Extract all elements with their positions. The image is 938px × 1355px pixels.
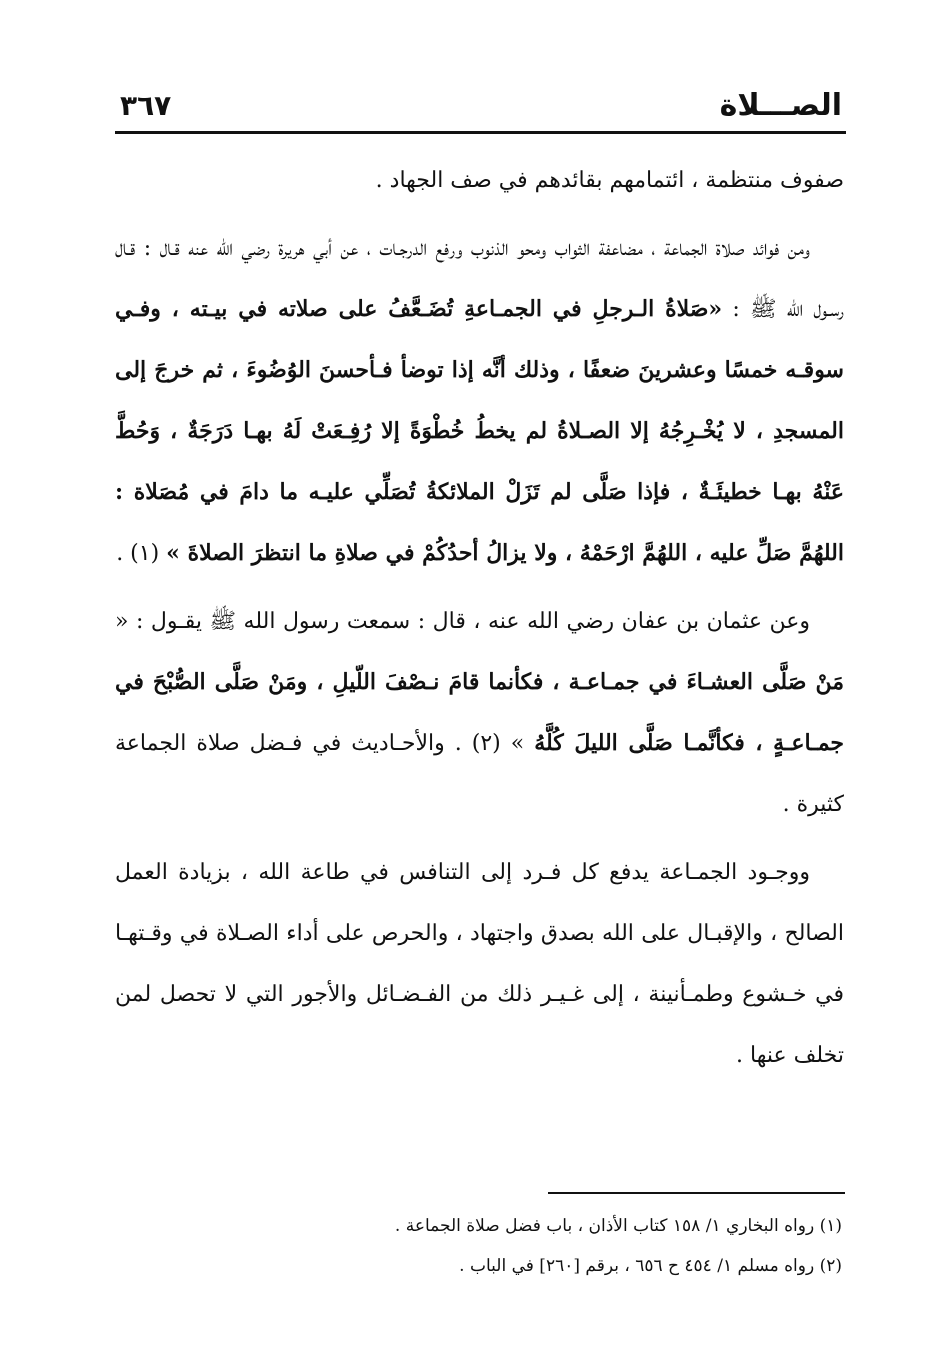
text-run: صفوف منتظمة ، ائتمامهم بقائدهم في صف الجهاد . [375,168,844,193]
text-run: ووجـود الجمـاعة يدفع كل فـرد إلى التنافس في طاعة الله ، بزيادة العمل الصالح ، والإقبـال على الله بصدق واجتهاد ، والحرص على أداء الصـلاة في وقـتهـا في خـشوع وطمـأنينة ، إلى غـيـر ذلك من الفـضـائل والأجور التي لا تحصل لمن تخلف عنها . [115,860,844,1068]
running-title: الصـــلاة [719,88,842,123]
paragraph-2 [115,218,844,584]
paragraph-4 [115,842,844,1086]
text-run: » (٢) . والأحـاديث في فـضل صلاة الجماعة كثيرة . [115,731,844,817]
hadith-quote: مَنْ صَلَّى العشـاءَ في جمـاعـة ، فكأنما قامَ نـصْفَ اللّيلِ ، ومَنْ صَلَّى الصُّبْحَ في جمـاعـةٍ ، فكأنَّمـا صَلَّى الليلَ كُلَّهُ [115,669,845,756]
header-rule [115,131,846,134]
footnote-reference: (١) . [116,541,167,566]
text-run: ومن فوائد صلاة الجماعة ، مضاعفة الثواب ومحو الذنوب ورفع الدرجـات ، عن أبي هريرة رضي الله عنه قـال : قـال رسـول الله ﷺ : [115,236,844,322]
footnote-rule [548,1192,845,1194]
footnote-2: (٢) رواه مسلم ١/ ٤٥٤ ح ٦٥٦ ، برقم [٢٦٠] في الباب . [459,1256,842,1276]
footnote-1: (١) رواه البخاري ١/ ١٥٨ كتاب الأذان ، باب فضل صلاة الجماعة . [394,1216,842,1236]
footnotes [115,1206,842,1286]
text-run: وعن عثمان بن عفان رضي الله عنه ، قال : سمعت رسول الله ﷺ يقـول : « [115,609,810,634]
hadith-quote: «صَلاةُ الـرجلِ في الجمـاعةِ تُضَـعَّفُ على صلاته في بيـته ، وفـي سوقـه خمسًا وعشرينَ ضعفًا ، وذلك أنَّه إذا توضأ فـأحسنَ الوُضُوءَ ، ثم خرجَ إلى المسجدِ ، لا يُخْـرِجُهُ إلا الصـلاةُ لم يخطُ خُطْوَةً إلا رُفِـعَتْ لَهُ بهـا دَرَجَةٌ ، وَحُطَّ عَنْهُ بهـا خطيئَـةٌ ، فإذا صَلَّى لم تَزَلْ الملائكةُ تُصَلِّي عليـه ما دامَ في مُصَلاة : اللهُمَّ صَلِّ عليه ، اللهُمَّ ارْحَمْهُ ، ولا يزالُ أحدُكُمْ في صلاةِ ما انتظرَ الصلاةَ » [115,296,844,566]
paragraph-3 [115,591,844,835]
running-header [120,84,842,124]
main-text [115,150,844,1093]
page-number: ٣٦٧ [120,89,172,122]
paragraph-1 [115,150,844,211]
